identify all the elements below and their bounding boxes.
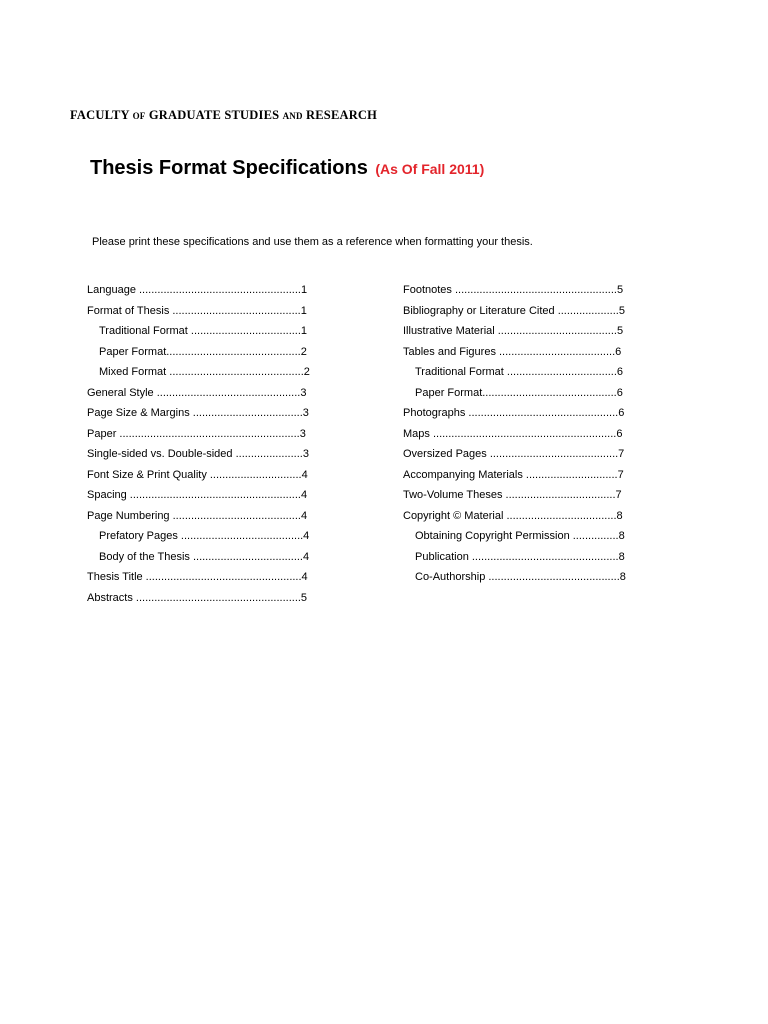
toc-entry: Language .....................................................1	[87, 284, 308, 296]
toc-entry: General Style ...............................................3	[87, 386, 307, 399]
toc-entry: Accompanying Materials ..............................7	[403, 468, 624, 481]
document-title	[90, 157, 484, 180]
toc-entry: Footnotes .....................................................5	[403, 284, 624, 296]
toc-entry: Maps ............................................................6	[403, 427, 623, 440]
title-date-note: (As Of Fall 2011)	[375, 161, 485, 177]
faculty-header-part: GRADUATE STUDIES	[145, 108, 283, 122]
toc-entry: Copyright © Material ....................................8	[403, 509, 623, 522]
toc-entry: Photographs .................................................6	[403, 407, 625, 419]
toc-entry: Spacing ........................................................4	[87, 489, 308, 501]
toc-entry: Oversized Pages ..........................................7	[403, 448, 625, 460]
toc-entry: Illustrative Material .......................................5	[403, 325, 624, 337]
toc-entry: Tables and Figures ......................................6	[403, 345, 622, 358]
toc-entry: Page Size & Margins ....................................3	[87, 407, 309, 419]
toc-entry: Prefatory Pages ........................................4	[99, 530, 310, 542]
intro-text: Please print these specifications and use them as a reference when formatting your thesis.	[92, 236, 533, 248]
toc-entry: Font Size & Print Quality ..............................4	[87, 468, 308, 481]
faculty-header	[70, 108, 377, 123]
toc-entry: Mixed Format ............................................2	[99, 366, 310, 378]
toc-entry: Abstracts ......................................................5	[87, 591, 308, 604]
toc-left-column	[87, 284, 310, 612]
title-main: Thesis Format Specifications	[90, 157, 368, 179]
faculty-header-part: AND	[282, 111, 303, 121]
toc-entry: Paper Format............................................2	[99, 345, 307, 358]
toc-entry: Single-sided vs. Double-sided ......................3	[87, 448, 309, 460]
faculty-header-part: OF	[132, 111, 146, 121]
toc-entry: Co-Authorship ...........................................8	[415, 571, 626, 583]
toc-entry: Traditional Format ....................................6	[415, 366, 624, 378]
toc-entry: Bibliography or Literature Cited ....................5	[403, 304, 625, 317]
toc-entry: Traditional Format ....................................1	[99, 325, 308, 337]
faculty-header-part: RESEARCH	[302, 108, 378, 122]
toc-right-column	[403, 284, 626, 592]
toc-entry: Paper Format............................................6	[415, 386, 623, 399]
toc-entry: Format of Thesis ..........................................1	[87, 304, 307, 317]
toc-entry: Thesis Title ...................................................4	[87, 571, 308, 583]
faculty-header-part: FACULTY	[70, 108, 133, 122]
toc-entry: Paper ...........................................................3	[87, 427, 306, 440]
toc-entry: Page Numbering ..........................................4	[87, 509, 308, 522]
toc-entry: Two-Volume Theses ....................................7	[403, 489, 622, 501]
toc-entry: Obtaining Copyright Permission ...............8	[415, 530, 625, 542]
toc-entry: Publication ................................................8	[415, 550, 625, 563]
toc-entry: Body of the Thesis ....................................4	[99, 550, 310, 563]
